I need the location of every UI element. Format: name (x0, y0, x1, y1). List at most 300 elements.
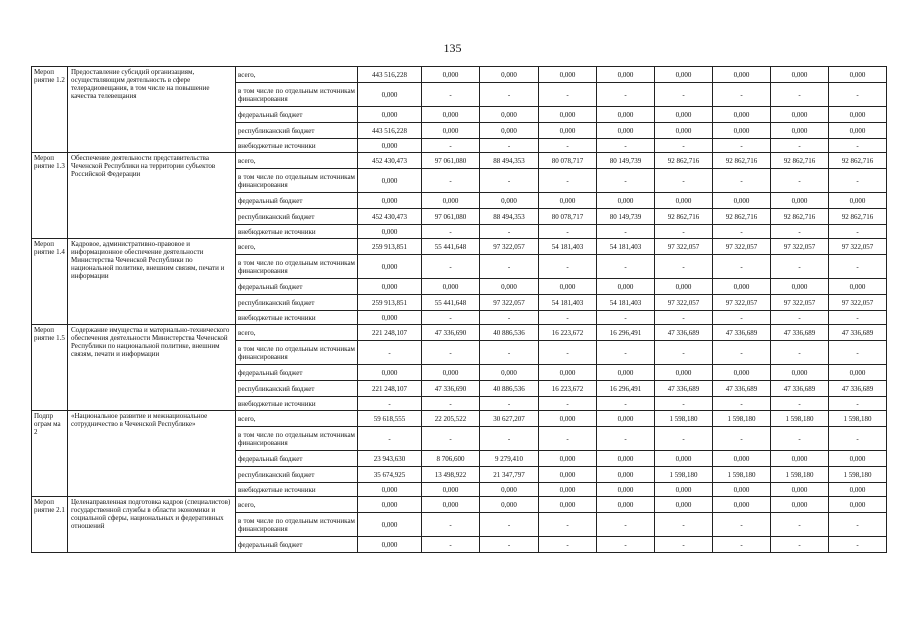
amount-cell: 0,000 (597, 107, 655, 123)
amount-cell: 59 618,555 (358, 411, 422, 427)
amount-cell: - (713, 537, 771, 553)
amount-cell: 0,000 (597, 411, 655, 427)
funding-source: республиканский бюджет (236, 467, 358, 483)
amount-cell: 47 336,689 (829, 381, 887, 397)
amount-cell: - (539, 537, 597, 553)
funding-source: в том числе по отдельным источникам финансирования (236, 513, 358, 537)
amount-cell: 0,000 (539, 279, 597, 295)
funding-source: всего, (236, 239, 358, 255)
amount-cell: - (655, 255, 713, 279)
amount-cell: 0,000 (713, 193, 771, 209)
amount-cell: - (713, 169, 771, 193)
amount-cell: 47 336,690 (422, 325, 480, 341)
amount-cell: 221 248,107 (358, 325, 422, 341)
amount-cell: 0,000 (358, 139, 422, 153)
amount-cell: - (480, 169, 539, 193)
amount-cell: 80 078,717 (539, 153, 597, 169)
amount-cell: 0,000 (539, 123, 597, 139)
amount-cell: 47 336,689 (771, 325, 829, 341)
section-code: Мероп риятие 1.2 (32, 67, 68, 153)
funding-source: всего, (236, 67, 358, 83)
amount-cell: - (539, 169, 597, 193)
section-title: Кадровое, административно-правовое и информационное обеспечение деятельности Министерства Чеченской Республики по национальной политике, внешним связям, печати и информации (68, 239, 236, 325)
funding-source: в том числе по отдельным источникам финансирования (236, 427, 358, 451)
amount-cell: - (829, 139, 887, 153)
amount-cell: - (829, 397, 887, 411)
amount-cell: - (422, 255, 480, 279)
amount-cell: 0,000 (358, 365, 422, 381)
amount-cell: - (597, 513, 655, 537)
amount-cell: 0,000 (480, 123, 539, 139)
amount-cell: 0,000 (655, 67, 713, 83)
table-row (32, 67, 887, 83)
amount-cell: - (771, 255, 829, 279)
funding-source: республиканский бюджет (236, 381, 358, 397)
amount-cell: 0,000 (358, 279, 422, 295)
amount-cell: 1 598,180 (771, 411, 829, 427)
table-row (32, 325, 887, 341)
section-code: Мероп риятие 1.5 (32, 325, 68, 411)
amount-cell: - (655, 513, 713, 537)
amount-cell: 452 430,473 (358, 209, 422, 225)
amount-cell: 92 862,716 (713, 209, 771, 225)
table-row (32, 497, 887, 513)
amount-cell: 0,000 (597, 279, 655, 295)
amount-cell: 221 248,107 (358, 381, 422, 397)
amount-cell: 55 441,648 (422, 239, 480, 255)
amount-cell: 0,000 (539, 193, 597, 209)
funding-source: республиканский бюджет (236, 209, 358, 225)
amount-cell: 1 598,180 (655, 467, 713, 483)
amount-cell: 97 322,057 (655, 239, 713, 255)
amount-cell: 0,000 (539, 467, 597, 483)
amount-cell: 0,000 (480, 193, 539, 209)
amount-cell: 0,000 (713, 451, 771, 467)
amount-cell: - (539, 397, 597, 411)
funding-source: внебюджетные источники (236, 225, 358, 239)
amount-cell: 0,000 (655, 365, 713, 381)
amount-cell: 0,000 (422, 107, 480, 123)
funding-source: в том числе по отдельным источникам финансирования (236, 341, 358, 365)
amount-cell: 0,000 (539, 483, 597, 497)
amount-cell: 0,000 (655, 193, 713, 209)
amount-cell: - (597, 537, 655, 553)
amount-cell: 47 336,690 (422, 381, 480, 397)
amount-cell: 0,000 (829, 279, 887, 295)
amount-cell: 0,000 (713, 279, 771, 295)
amount-cell: - (655, 139, 713, 153)
amount-cell: 47 336,689 (655, 325, 713, 341)
amount-cell: 23 943,630 (358, 451, 422, 467)
amount-cell: 0,000 (713, 483, 771, 497)
section-code: Мероп риятие 1.3 (32, 153, 68, 239)
amount-cell: 54 181,403 (597, 239, 655, 255)
amount-cell: 0,000 (539, 497, 597, 513)
amount-cell: - (422, 537, 480, 553)
table-row (32, 153, 887, 169)
amount-cell: 0,000 (771, 123, 829, 139)
amount-cell: 0,000 (480, 497, 539, 513)
amount-cell: 0,000 (771, 497, 829, 513)
amount-cell: - (829, 341, 887, 365)
amount-cell: 92 862,716 (771, 209, 829, 225)
amount-cell: - (480, 513, 539, 537)
amount-cell: 0,000 (655, 483, 713, 497)
section-title: Содержание имущества и материально-технического обеспечения деятельности Министерства Чеченской Республики по национальной политике, внешним связям, печати и информации (68, 325, 236, 411)
amount-cell: - (655, 311, 713, 325)
amount-cell: 0,000 (655, 123, 713, 139)
amount-cell: - (829, 537, 887, 553)
amount-cell: 1 598,180 (713, 467, 771, 483)
amount-cell: 0,000 (771, 107, 829, 123)
amount-cell: 0,000 (358, 169, 422, 193)
amount-cell: 0,000 (655, 107, 713, 123)
amount-cell: 0,000 (358, 107, 422, 123)
funding-source: внебюджетные источники (236, 139, 358, 153)
amount-cell: 0,000 (422, 123, 480, 139)
amount-cell: 97 322,057 (771, 295, 829, 311)
amount-cell: - (713, 427, 771, 451)
funding-source: федеральный бюджет (236, 193, 358, 209)
amount-cell: - (829, 225, 887, 239)
amount-cell: - (358, 341, 422, 365)
amount-cell: 92 862,716 (713, 153, 771, 169)
amount-cell: 16 223,672 (539, 325, 597, 341)
amount-cell: - (597, 341, 655, 365)
amount-cell: - (713, 255, 771, 279)
amount-cell: - (829, 169, 887, 193)
amount-cell: 0,000 (539, 451, 597, 467)
amount-cell: 0,000 (480, 365, 539, 381)
amount-cell: 16 296,491 (597, 325, 655, 341)
amount-cell: 0,000 (713, 123, 771, 139)
section-title: Обеспечение деятельности представительства Чеченской Республики на территории субъектов Российской Федерации (68, 153, 236, 239)
funding-source: внебюджетные источники (236, 397, 358, 411)
amount-cell: 0,000 (358, 497, 422, 513)
table-row (32, 239, 887, 255)
amount-cell: 30 627,207 (480, 411, 539, 427)
amount-cell: 92 862,716 (655, 153, 713, 169)
amount-cell: 0,000 (771, 451, 829, 467)
amount-cell: 97 322,057 (713, 295, 771, 311)
amount-cell: 443 516,228 (358, 123, 422, 139)
amount-cell: - (539, 427, 597, 451)
amount-cell: 0,000 (713, 107, 771, 123)
amount-cell: 0,000 (829, 451, 887, 467)
amount-cell: - (422, 225, 480, 239)
funding-source: федеральный бюджет (236, 365, 358, 381)
section-code: Мероп риятие 2.1 (32, 497, 68, 553)
amount-cell: 0,000 (597, 483, 655, 497)
amount-cell: - (480, 225, 539, 239)
amount-cell: 259 913,851 (358, 295, 422, 311)
amount-cell: 97 322,057 (829, 239, 887, 255)
amount-cell: - (713, 513, 771, 537)
amount-cell: 0,000 (597, 365, 655, 381)
amount-cell: - (422, 397, 480, 411)
amount-cell: 0,000 (713, 67, 771, 83)
amount-cell: 0,000 (358, 311, 422, 325)
amount-cell: 54 181,403 (597, 295, 655, 311)
funding-source: федеральный бюджет (236, 279, 358, 295)
amount-cell: 80 149,739 (597, 209, 655, 225)
amount-cell: - (771, 169, 829, 193)
amount-cell: - (829, 83, 887, 107)
amount-cell: - (358, 397, 422, 411)
amount-cell: 80 078,717 (539, 209, 597, 225)
amount-cell: - (480, 537, 539, 553)
amount-cell: - (713, 139, 771, 153)
amount-cell: - (597, 397, 655, 411)
amount-cell: - (597, 169, 655, 193)
amount-cell: - (655, 537, 713, 553)
amount-cell: 0,000 (713, 497, 771, 513)
amount-cell: - (422, 139, 480, 153)
amount-cell: 0,000 (480, 107, 539, 123)
amount-cell: - (539, 341, 597, 365)
amount-cell: 0,000 (829, 67, 887, 83)
amount-cell: - (655, 427, 713, 451)
amount-cell: 1 598,180 (713, 411, 771, 427)
amount-cell: 443 516,228 (358, 67, 422, 83)
amount-cell: - (655, 83, 713, 107)
amount-cell: 0,000 (358, 537, 422, 553)
amount-cell: 0,000 (422, 67, 480, 83)
amount-cell: 0,000 (358, 513, 422, 537)
amount-cell: - (539, 139, 597, 153)
funding-source: федеральный бюджет (236, 537, 358, 553)
amount-cell: - (480, 255, 539, 279)
amount-cell: 0,000 (480, 483, 539, 497)
amount-cell: 0,000 (771, 483, 829, 497)
amount-cell: - (597, 255, 655, 279)
amount-cell: 97 061,080 (422, 153, 480, 169)
amount-cell: 97 322,057 (829, 295, 887, 311)
amount-cell: 47 336,689 (771, 381, 829, 397)
amount-cell: - (829, 255, 887, 279)
amount-cell: 0,000 (422, 365, 480, 381)
funding-source: внебюджетные источники (236, 311, 358, 325)
amount-cell: 0,000 (829, 193, 887, 209)
amount-cell: 0,000 (597, 467, 655, 483)
amount-cell: 1 598,180 (829, 411, 887, 427)
amount-cell: 47 336,689 (655, 381, 713, 397)
amount-cell: - (655, 169, 713, 193)
amount-cell: 0,000 (713, 365, 771, 381)
amount-cell: - (771, 537, 829, 553)
amount-cell: 0,000 (829, 107, 887, 123)
amount-cell: - (480, 139, 539, 153)
amount-cell: - (713, 397, 771, 411)
amount-cell: - (358, 427, 422, 451)
table-body (32, 67, 887, 553)
amount-cell: - (655, 341, 713, 365)
amount-cell: - (480, 427, 539, 451)
amount-cell: - (539, 225, 597, 239)
amount-cell: 47 336,689 (713, 325, 771, 341)
amount-cell: - (771, 513, 829, 537)
amount-cell: - (480, 311, 539, 325)
amount-cell: 16 223,672 (539, 381, 597, 397)
amount-cell: - (597, 83, 655, 107)
amount-cell: 0,000 (597, 123, 655, 139)
amount-cell: 92 862,716 (829, 209, 887, 225)
funding-source: в том числе по отдельным источникам финансирования (236, 255, 358, 279)
amount-cell: - (539, 255, 597, 279)
amount-cell: 0,000 (771, 279, 829, 295)
amount-cell: 0,000 (480, 67, 539, 83)
amount-cell: 22 205,522 (422, 411, 480, 427)
amount-cell: 0,000 (539, 411, 597, 427)
amount-cell: 40 886,536 (480, 325, 539, 341)
amount-cell: - (771, 139, 829, 153)
amount-cell: - (422, 427, 480, 451)
amount-cell: - (597, 311, 655, 325)
amount-cell: 97 322,057 (480, 295, 539, 311)
amount-cell: 92 862,716 (771, 153, 829, 169)
amount-cell: - (597, 427, 655, 451)
amount-cell: 0,000 (655, 451, 713, 467)
amount-cell: - (422, 513, 480, 537)
amount-cell: - (422, 341, 480, 365)
amount-cell: - (422, 311, 480, 325)
amount-cell: 97 322,057 (713, 239, 771, 255)
amount-cell: 0,000 (829, 497, 887, 513)
amount-cell: 0,000 (829, 123, 887, 139)
funding-source: федеральный бюджет (236, 107, 358, 123)
amount-cell: 0,000 (358, 483, 422, 497)
amount-cell: 1 598,180 (655, 411, 713, 427)
amount-cell: - (597, 225, 655, 239)
amount-cell: - (539, 83, 597, 107)
amount-cell: 0,000 (358, 83, 422, 107)
funding-source: внебюджетные источники (236, 483, 358, 497)
amount-cell: 0,000 (771, 67, 829, 83)
amount-cell: 0,000 (771, 193, 829, 209)
amount-cell: 21 347,797 (480, 467, 539, 483)
amount-cell: 1 598,180 (829, 467, 887, 483)
amount-cell: 0,000 (358, 193, 422, 209)
amount-cell: 0,000 (422, 497, 480, 513)
amount-cell: 92 862,716 (829, 153, 887, 169)
amount-cell: 0,000 (422, 483, 480, 497)
funding-source: республиканский бюджет (236, 295, 358, 311)
amount-cell: 9 279,410 (480, 451, 539, 467)
amount-cell: - (771, 311, 829, 325)
section-code: Мероп риятие 1.4 (32, 239, 68, 325)
amount-cell: - (480, 341, 539, 365)
section-title: Целенаправленная подготовка кадров (специалистов) государственной службы в области экономики и социальной сферы, национальных и федеративных отношений (68, 497, 236, 553)
funding-source: федеральный бюджет (236, 451, 358, 467)
amount-cell: 0,000 (480, 279, 539, 295)
amount-cell: - (539, 311, 597, 325)
amount-cell: 1 598,180 (771, 467, 829, 483)
amount-cell: - (829, 427, 887, 451)
amount-cell: 452 430,473 (358, 153, 422, 169)
amount-cell: 88 494,353 (480, 153, 539, 169)
budget-table (31, 66, 887, 553)
amount-cell: - (771, 397, 829, 411)
funding-source: республиканский бюджет (236, 123, 358, 139)
section-title: Предоставление субсидий организациям, осуществляющим деятельность в сфере телерадиовещания, в том числе на повышение качества телевещания (68, 67, 236, 153)
amount-cell: - (480, 397, 539, 411)
amount-cell: - (480, 83, 539, 107)
amount-cell: 54 181,403 (539, 239, 597, 255)
amount-cell: 47 336,689 (829, 325, 887, 341)
amount-cell: - (655, 397, 713, 411)
amount-cell: 0,000 (358, 255, 422, 279)
amount-cell: 47 336,689 (713, 381, 771, 397)
amount-cell: 0,000 (655, 497, 713, 513)
amount-cell: - (829, 311, 887, 325)
funding-source: всего, (236, 325, 358, 341)
amount-cell: 0,000 (597, 451, 655, 467)
funding-source: всего, (236, 497, 358, 513)
amount-cell: 0,000 (539, 67, 597, 83)
funding-source: в том числе по отдельным источникам финансирования (236, 169, 358, 193)
amount-cell: - (655, 225, 713, 239)
page-number: 135 (443, 41, 462, 55)
amount-cell: - (539, 513, 597, 537)
amount-cell: - (771, 225, 829, 239)
amount-cell: 0,000 (422, 193, 480, 209)
amount-cell: 0,000 (539, 107, 597, 123)
amount-cell: 16 296,491 (597, 381, 655, 397)
funding-source: в том числе по отдельным источникам финансирования (236, 83, 358, 107)
amount-cell: 0,000 (358, 225, 422, 239)
amount-cell: 97 322,057 (480, 239, 539, 255)
amount-cell: - (422, 83, 480, 107)
amount-cell: 0,000 (829, 483, 887, 497)
amount-cell: 8 706,600 (422, 451, 480, 467)
amount-cell: 35 674,925 (358, 467, 422, 483)
section-code: Подпр ограм ма 2 (32, 411, 68, 497)
amount-cell: 97 322,057 (771, 239, 829, 255)
amount-cell: 0,000 (422, 279, 480, 295)
amount-cell: - (713, 225, 771, 239)
amount-cell: 0,000 (655, 279, 713, 295)
amount-cell: - (771, 427, 829, 451)
amount-cell: - (597, 139, 655, 153)
funding-source: всего, (236, 153, 358, 169)
amount-cell: 92 862,716 (655, 209, 713, 225)
amount-cell: - (771, 83, 829, 107)
amount-cell: - (829, 513, 887, 537)
amount-cell: 54 181,403 (539, 295, 597, 311)
table-row (32, 411, 887, 427)
amount-cell: 88 494,353 (480, 209, 539, 225)
amount-cell: 259 913,851 (358, 239, 422, 255)
amount-cell: - (422, 169, 480, 193)
amount-cell: 0,000 (829, 365, 887, 381)
amount-cell: 0,000 (539, 365, 597, 381)
amount-cell: 80 149,739 (597, 153, 655, 169)
amount-cell: 97 061,080 (422, 209, 480, 225)
amount-cell: 97 322,057 (655, 295, 713, 311)
amount-cell: - (713, 83, 771, 107)
amount-cell: 0,000 (597, 497, 655, 513)
section-title: «Национальное развитие и межнациональное сотрудничество в Чеченской Республике» (68, 411, 236, 497)
amount-cell: 0,000 (597, 193, 655, 209)
amount-cell: 40 886,536 (480, 381, 539, 397)
amount-cell: 55 441,648 (422, 295, 480, 311)
amount-cell: - (713, 341, 771, 365)
amount-cell: - (713, 311, 771, 325)
amount-cell: 0,000 (771, 365, 829, 381)
funding-source: всего, (236, 411, 358, 427)
amount-cell: - (771, 341, 829, 365)
amount-cell: 0,000 (597, 67, 655, 83)
